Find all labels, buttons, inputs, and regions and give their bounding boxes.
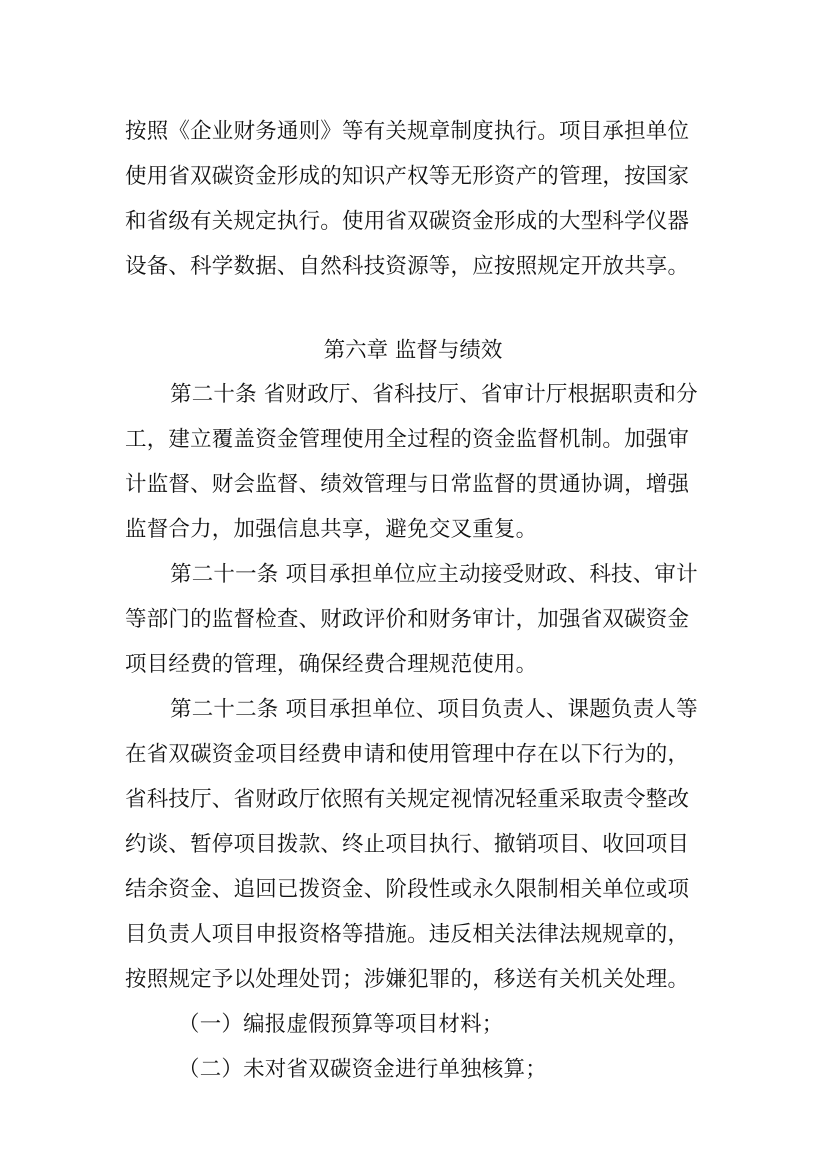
intro-line-4: 设备、科学数据、自然科技资源等，应按照规定开放共享。 xyxy=(125,254,690,279)
list-item-1: （一）编报虚假预算等项目材料； xyxy=(178,1012,504,1037)
article-20-line-2: 工，建立覆盖资金管理使用全过程的资金监督机制。加强审 xyxy=(125,427,690,452)
article-22-line-1: 第二十二条 项目承担单位、项目负责人、课题负责人等 xyxy=(170,697,698,722)
article-22-line-2: 在省双碳资金项目经费申请和使用管理中存在以下行为的， xyxy=(125,742,690,767)
intro-line-1: 按照《企业财务通则》等有关规章制度执行。项目承担单位 xyxy=(125,119,690,144)
list-item-2: （二）未对省双碳资金进行单独核算； xyxy=(178,1057,547,1082)
intro-line-3: 和省级有关规定执行。使用省双碳资金形成的大型科学仪器 xyxy=(125,209,690,234)
article-22-line-3: 省科技厅、省财政厅依照有关规定视情况轻重采取责令整改 xyxy=(125,787,690,812)
intro-line-2: 使用省双碳资金形成的知识产权等无形资产的管理，按国家 xyxy=(125,164,690,189)
article-22-line-7: 按照规定予以处理处罚；涉嫌犯罪的，移送有关机关处理。 xyxy=(125,967,690,992)
article-21-line-1: 第二十一条 项目承担单位应主动接受财政、科技、审计 xyxy=(170,562,698,587)
article-20-line-1: 第二十条 省财政厅、省科技厅、省审计厅根据职责和分 xyxy=(170,382,698,407)
article-21-line-2: 等部门的监督检查、财政评价和财务审计，加强省双碳资金 xyxy=(125,607,690,632)
article-20-line-3: 计监督、财会监督、绩效管理与日常监督的贯通协调，增强 xyxy=(125,472,690,497)
article-21-line-3: 项目经费的管理，确保经费合理规范使用。 xyxy=(125,652,538,677)
article-20-line-4: 监督合力，加强信息共享，避免交叉重复。 xyxy=(125,517,538,542)
article-22-line-6: 目负责人项目申报资格等措施。违反相关法律法规规章的， xyxy=(125,922,690,947)
article-22-line-4: 约谈、暂停项目拨款、终止项目执行、撤销项目、收回项目 xyxy=(125,832,690,857)
article-22-line-5: 结余资金、追回已拨资金、阶段性或永久限制相关单位或项 xyxy=(125,877,690,902)
chapter-title: 第六章 监督与绩效 xyxy=(323,338,503,363)
